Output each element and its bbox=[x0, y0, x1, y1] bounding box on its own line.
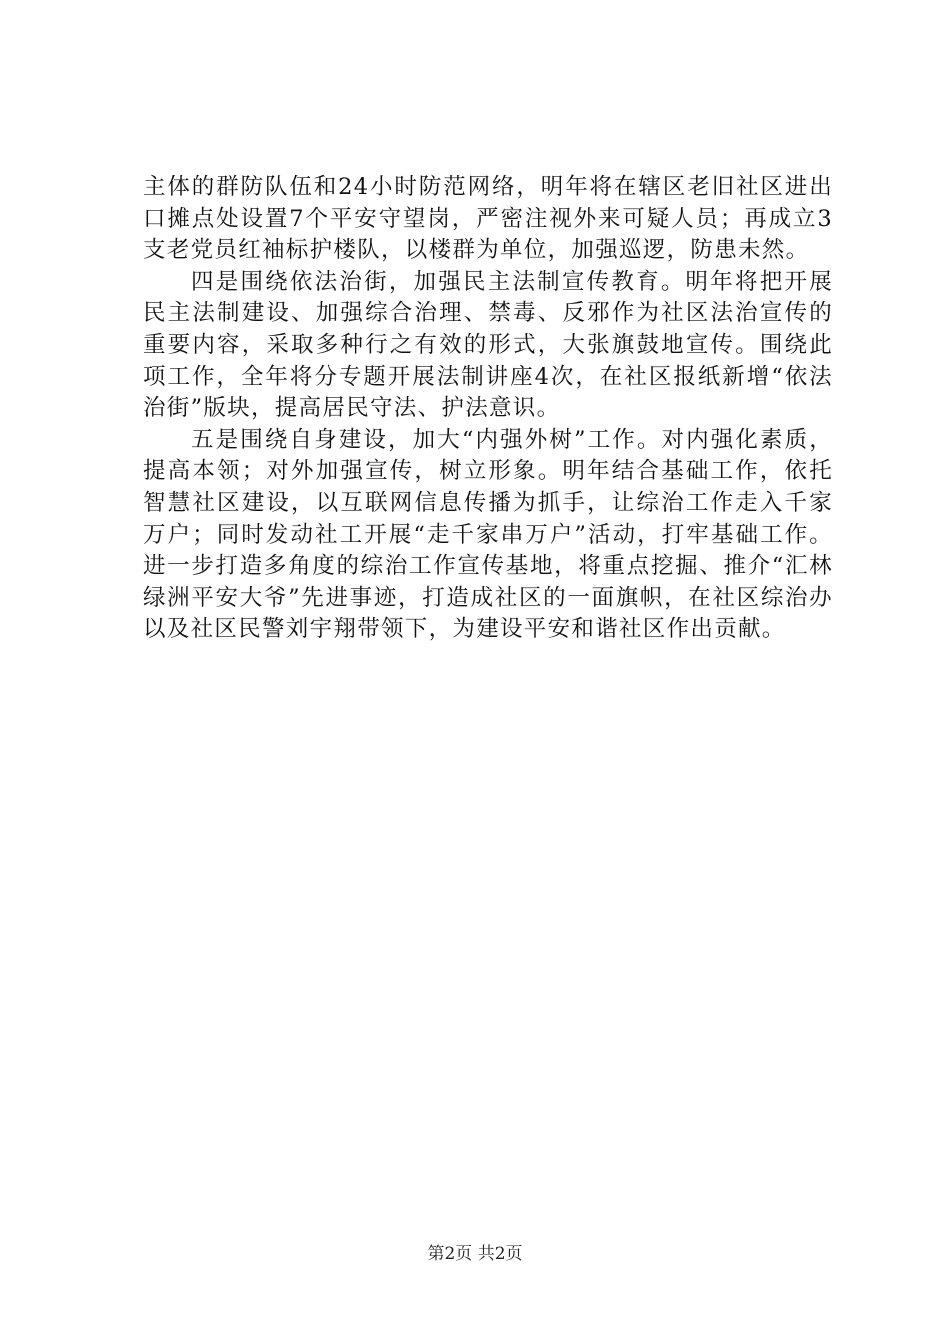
paragraph-1: 主体的群防队伍和24小时防范网络，明年将在辖区老旧社区进出口摊点处设置7个平安守望岗，严密注视外来可疑人员；再成立3支老党员红袖标护楼队，以楼群为单位，加强巡逻，防患未然。 bbox=[143, 174, 833, 264]
document-body bbox=[143, 172, 833, 646]
page-number-footer: 第2页 共2页 bbox=[427, 1244, 523, 1264]
paragraph-2: 四是围绕依法治街，加强民主法制宣传教育。明年将把开展民主法制建设、加强综合治理、禁毒、反邪作为社区法治宣传的重要内容，采取多种行之有效的形式，大张旗鼓地宣传。围绕此项工作，全年将分专题开展法制讲座4次，在社区报纸新增“依法治街”版块，提高居民守法、护法意识。 bbox=[143, 268, 833, 422]
paragraph-3: 五是围绕自身建设，加大“内强外树”工作。对内强化素质，提高本领；对外加强宣传，树立形象。明年结合基础工作，依托智慧社区建设，以互联网信息传播为抓手，让综治工作走入千家万户；同时发动社工开展“走千家串万户”活动，打牢基础工作。进一步打造多角度的综治工作宣传基地，将重点挖掘、推介“汇林绿洲平安大爷”先进事迹，打造成社区的一面旗帜，在社区综治办以及社区民警刘宇翔带领下，为建设平安和谐社区作出贡献。 bbox=[143, 426, 833, 643]
